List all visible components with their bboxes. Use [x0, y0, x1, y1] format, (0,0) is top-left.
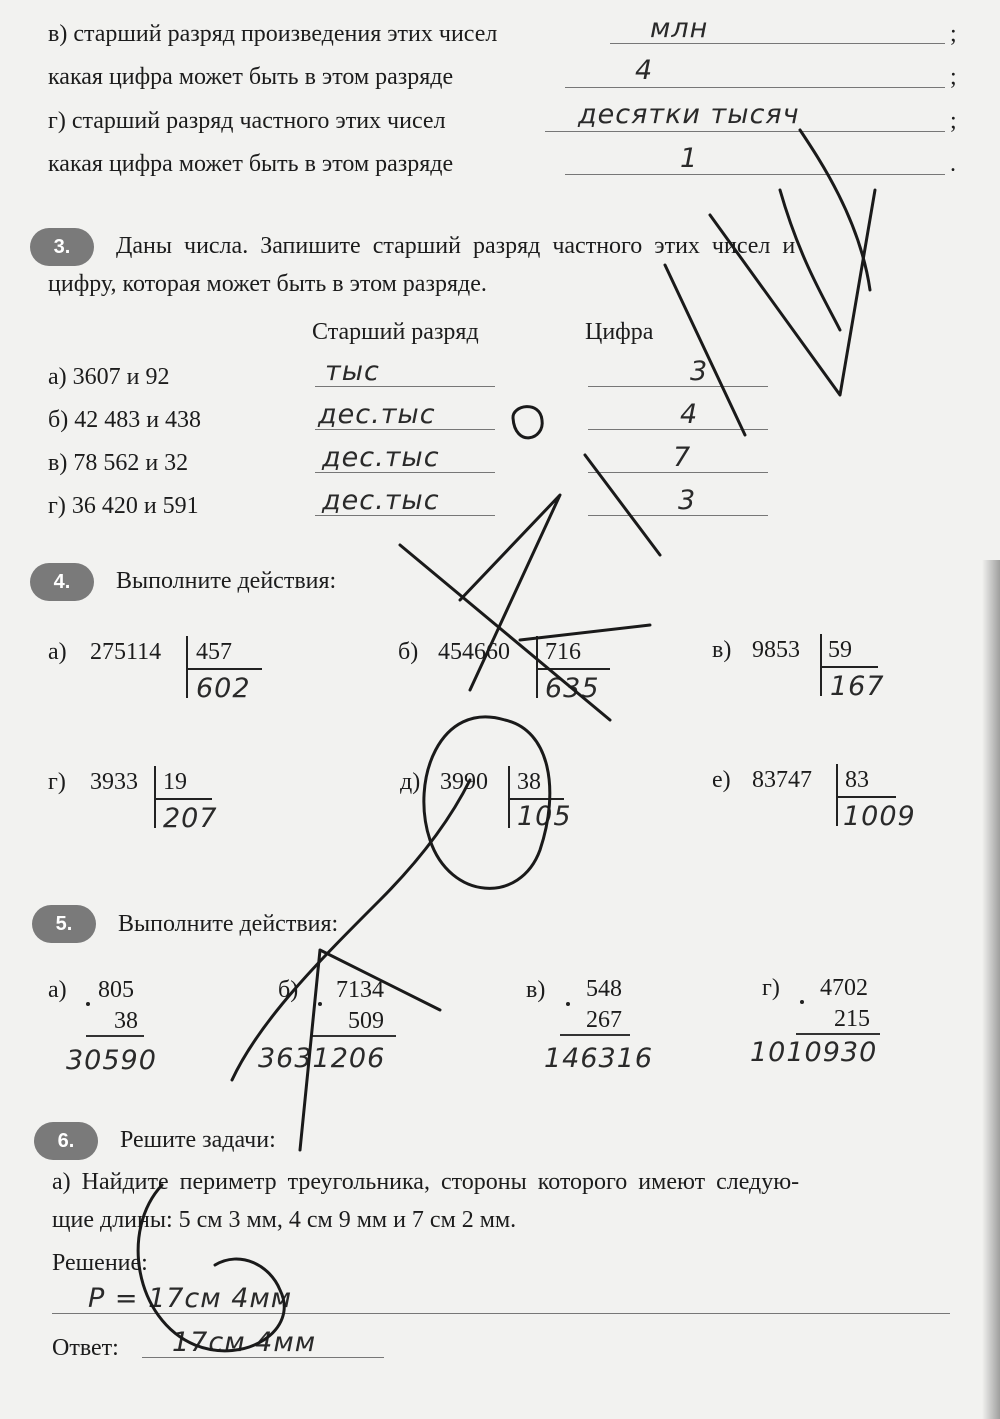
division-letter: б)	[398, 639, 419, 665]
multiplication-result: 3631206	[258, 1043, 386, 1074]
division-bracket	[836, 764, 838, 826]
task3-row-digit: 3	[678, 485, 697, 516]
task-number-badge: 4.	[30, 563, 94, 601]
task-number-badge: 3.	[30, 228, 94, 266]
overlay-stroke	[585, 455, 660, 555]
answer-product-rank: млн	[650, 13, 709, 44]
multiplication-line	[312, 1035, 396, 1037]
answer-quotient-digit: 1	[680, 143, 699, 174]
punctuation: ;	[950, 21, 957, 47]
answer-line	[588, 429, 768, 430]
answer-line	[315, 515, 495, 516]
division-bracket	[186, 668, 262, 670]
answer-line	[142, 1357, 384, 1358]
task-number-badge: 6.	[34, 1122, 98, 1160]
multiplication-line	[796, 1033, 880, 1035]
task3-row-digit: 3	[690, 356, 709, 387]
multiplication-letter: г)	[762, 975, 780, 1001]
division-letter: д)	[400, 769, 421, 795]
division-letter: а)	[48, 639, 67, 665]
overlay-stroke	[513, 407, 542, 438]
division-bracket	[820, 634, 822, 696]
multiplication-bottom: 215	[834, 1006, 870, 1032]
answer-line	[588, 515, 768, 516]
overlay-stroke	[665, 265, 745, 435]
division-dividend: 3990	[440, 769, 488, 795]
punctuation: .	[950, 151, 956, 177]
answer-quotient-rank: десятки тысяч	[578, 99, 800, 130]
multiplication-bottom: 38	[114, 1008, 138, 1034]
overlay-stroke	[780, 190, 840, 330]
task3-row-rank: тыс	[325, 356, 380, 387]
prompt-product-rank: в) старший разряд произведения этих чисел	[48, 21, 498, 47]
division-bracket	[154, 798, 212, 800]
task3-row-label: а) 3607 и 92	[48, 364, 170, 390]
division-result: 602	[196, 673, 251, 704]
multiplication-result: 30590	[66, 1045, 157, 1076]
division-result: 207	[163, 803, 218, 834]
multiplication-line	[86, 1035, 144, 1037]
division-divisor: 19	[163, 769, 187, 795]
column-header-digit: Цифра	[585, 319, 654, 345]
division-bracket	[536, 636, 538, 698]
division-result: 105	[517, 801, 572, 832]
answer-line	[315, 386, 495, 387]
task3-row-digit: 7	[673, 442, 692, 473]
task6-text-line2: щие длины: 5 см 3 мм, 4 см 9 мм и 7 см 2 мм.	[52, 1207, 517, 1233]
division-dividend: 275114	[90, 639, 162, 665]
multiplication-bottom: 267	[586, 1007, 622, 1033]
multiplication-letter: б)	[278, 977, 299, 1003]
division-dividend: 9853	[752, 637, 800, 663]
overlay-stroke	[520, 625, 650, 640]
multiplication-result: 146316	[544, 1043, 654, 1074]
division-bracket	[820, 666, 878, 668]
task3-row-digit: 4	[680, 399, 699, 430]
division-letter: г)	[48, 769, 66, 795]
page-edge-shadow	[982, 560, 1000, 1419]
task6-text-line1: а) Найдите периметр треугольника, стороны которого имеют следую-	[52, 1169, 800, 1195]
task4-title: Выполните действия:	[116, 568, 337, 594]
multiplication-top: 4702	[820, 975, 868, 1001]
division-divisor: 83	[845, 767, 869, 793]
task3-text-line2: цифру, которая может быть в этом разряде.	[48, 271, 487, 297]
task3-row-label: б) 42 483 и 438	[48, 407, 202, 433]
division-divisor: 716	[545, 639, 581, 665]
answer-line	[315, 472, 495, 473]
answer-label: Ответ:	[52, 1335, 119, 1361]
task3-text-line1: Даны числа. Запишите старший разряд частного этих чисел и	[116, 233, 796, 259]
division-bracket	[836, 796, 896, 798]
multiply-sign	[800, 1000, 804, 1004]
division-divisor: 59	[828, 637, 852, 663]
answer-line	[565, 174, 945, 175]
answer-line	[565, 87, 945, 88]
punctuation: ;	[950, 64, 957, 90]
task5-title: Выполните действия:	[118, 911, 339, 937]
division-bracket	[536, 668, 610, 670]
task3-row-label: в) 78 562 и 32	[48, 450, 189, 476]
multiplication-top: 7134	[336, 977, 384, 1003]
multiplication-top: 805	[98, 977, 134, 1003]
overlay-stroke	[710, 190, 875, 395]
division-bracket	[154, 766, 156, 828]
multiply-sign	[566, 1002, 570, 1006]
multiply-sign	[318, 1002, 322, 1006]
task3-row-rank: дес.тыс	[318, 399, 436, 430]
multiply-sign	[86, 1002, 90, 1006]
answer-line	[315, 429, 495, 430]
answer-line	[588, 386, 768, 387]
solution-line	[52, 1313, 950, 1314]
division-letter: е)	[712, 767, 731, 793]
division-result: 167	[830, 671, 885, 702]
division-bracket	[508, 798, 564, 800]
prompt-product-digit: какая цифра может быть в этом разряде	[48, 64, 454, 90]
solution-label: Решение:	[52, 1250, 148, 1276]
answer-product-digit: 4	[635, 55, 654, 86]
task-number-badge: 5.	[32, 905, 96, 943]
column-header-rank: Старший разряд	[312, 319, 479, 345]
multiplication-result: 1010930	[750, 1037, 878, 1068]
task3-row-rank: дес.тыс	[322, 485, 440, 516]
division-bracket	[508, 766, 510, 828]
answer-line	[588, 472, 768, 473]
multiplication-letter: в)	[526, 977, 546, 1003]
multiplication-line	[560, 1034, 630, 1036]
division-dividend: 83747	[752, 767, 812, 793]
division-dividend: 3933	[90, 769, 138, 795]
prompt-quotient-digit: какая цифра может быть в этом разряде	[48, 151, 454, 177]
prompt-quotient-rank: г) старший разряд частного этих чисел	[48, 108, 446, 134]
overlay-stroke	[800, 130, 870, 290]
multiplication-bottom: 509	[348, 1008, 384, 1034]
solution-answer: P = 17см 4мм	[88, 1283, 293, 1314]
division-divisor: 457	[196, 639, 232, 665]
task3-row-rank: дес.тыс	[322, 442, 440, 473]
multiplication-top: 548	[586, 976, 622, 1002]
multiplication-letter: а)	[48, 977, 67, 1003]
division-result: 1009	[843, 801, 916, 832]
division-dividend: 454660	[438, 639, 510, 665]
answer-line	[545, 131, 945, 132]
division-bracket	[186, 636, 188, 698]
division-result: 635	[545, 673, 600, 704]
division-divisor: 38	[517, 769, 541, 795]
task6-title: Решите задачи:	[120, 1127, 276, 1153]
punctuation: ;	[950, 108, 957, 134]
division-letter: в)	[712, 637, 732, 663]
final-answer: 17см 4мм	[172, 1327, 317, 1358]
task3-row-label: г) 36 420 и 591	[48, 493, 199, 519]
